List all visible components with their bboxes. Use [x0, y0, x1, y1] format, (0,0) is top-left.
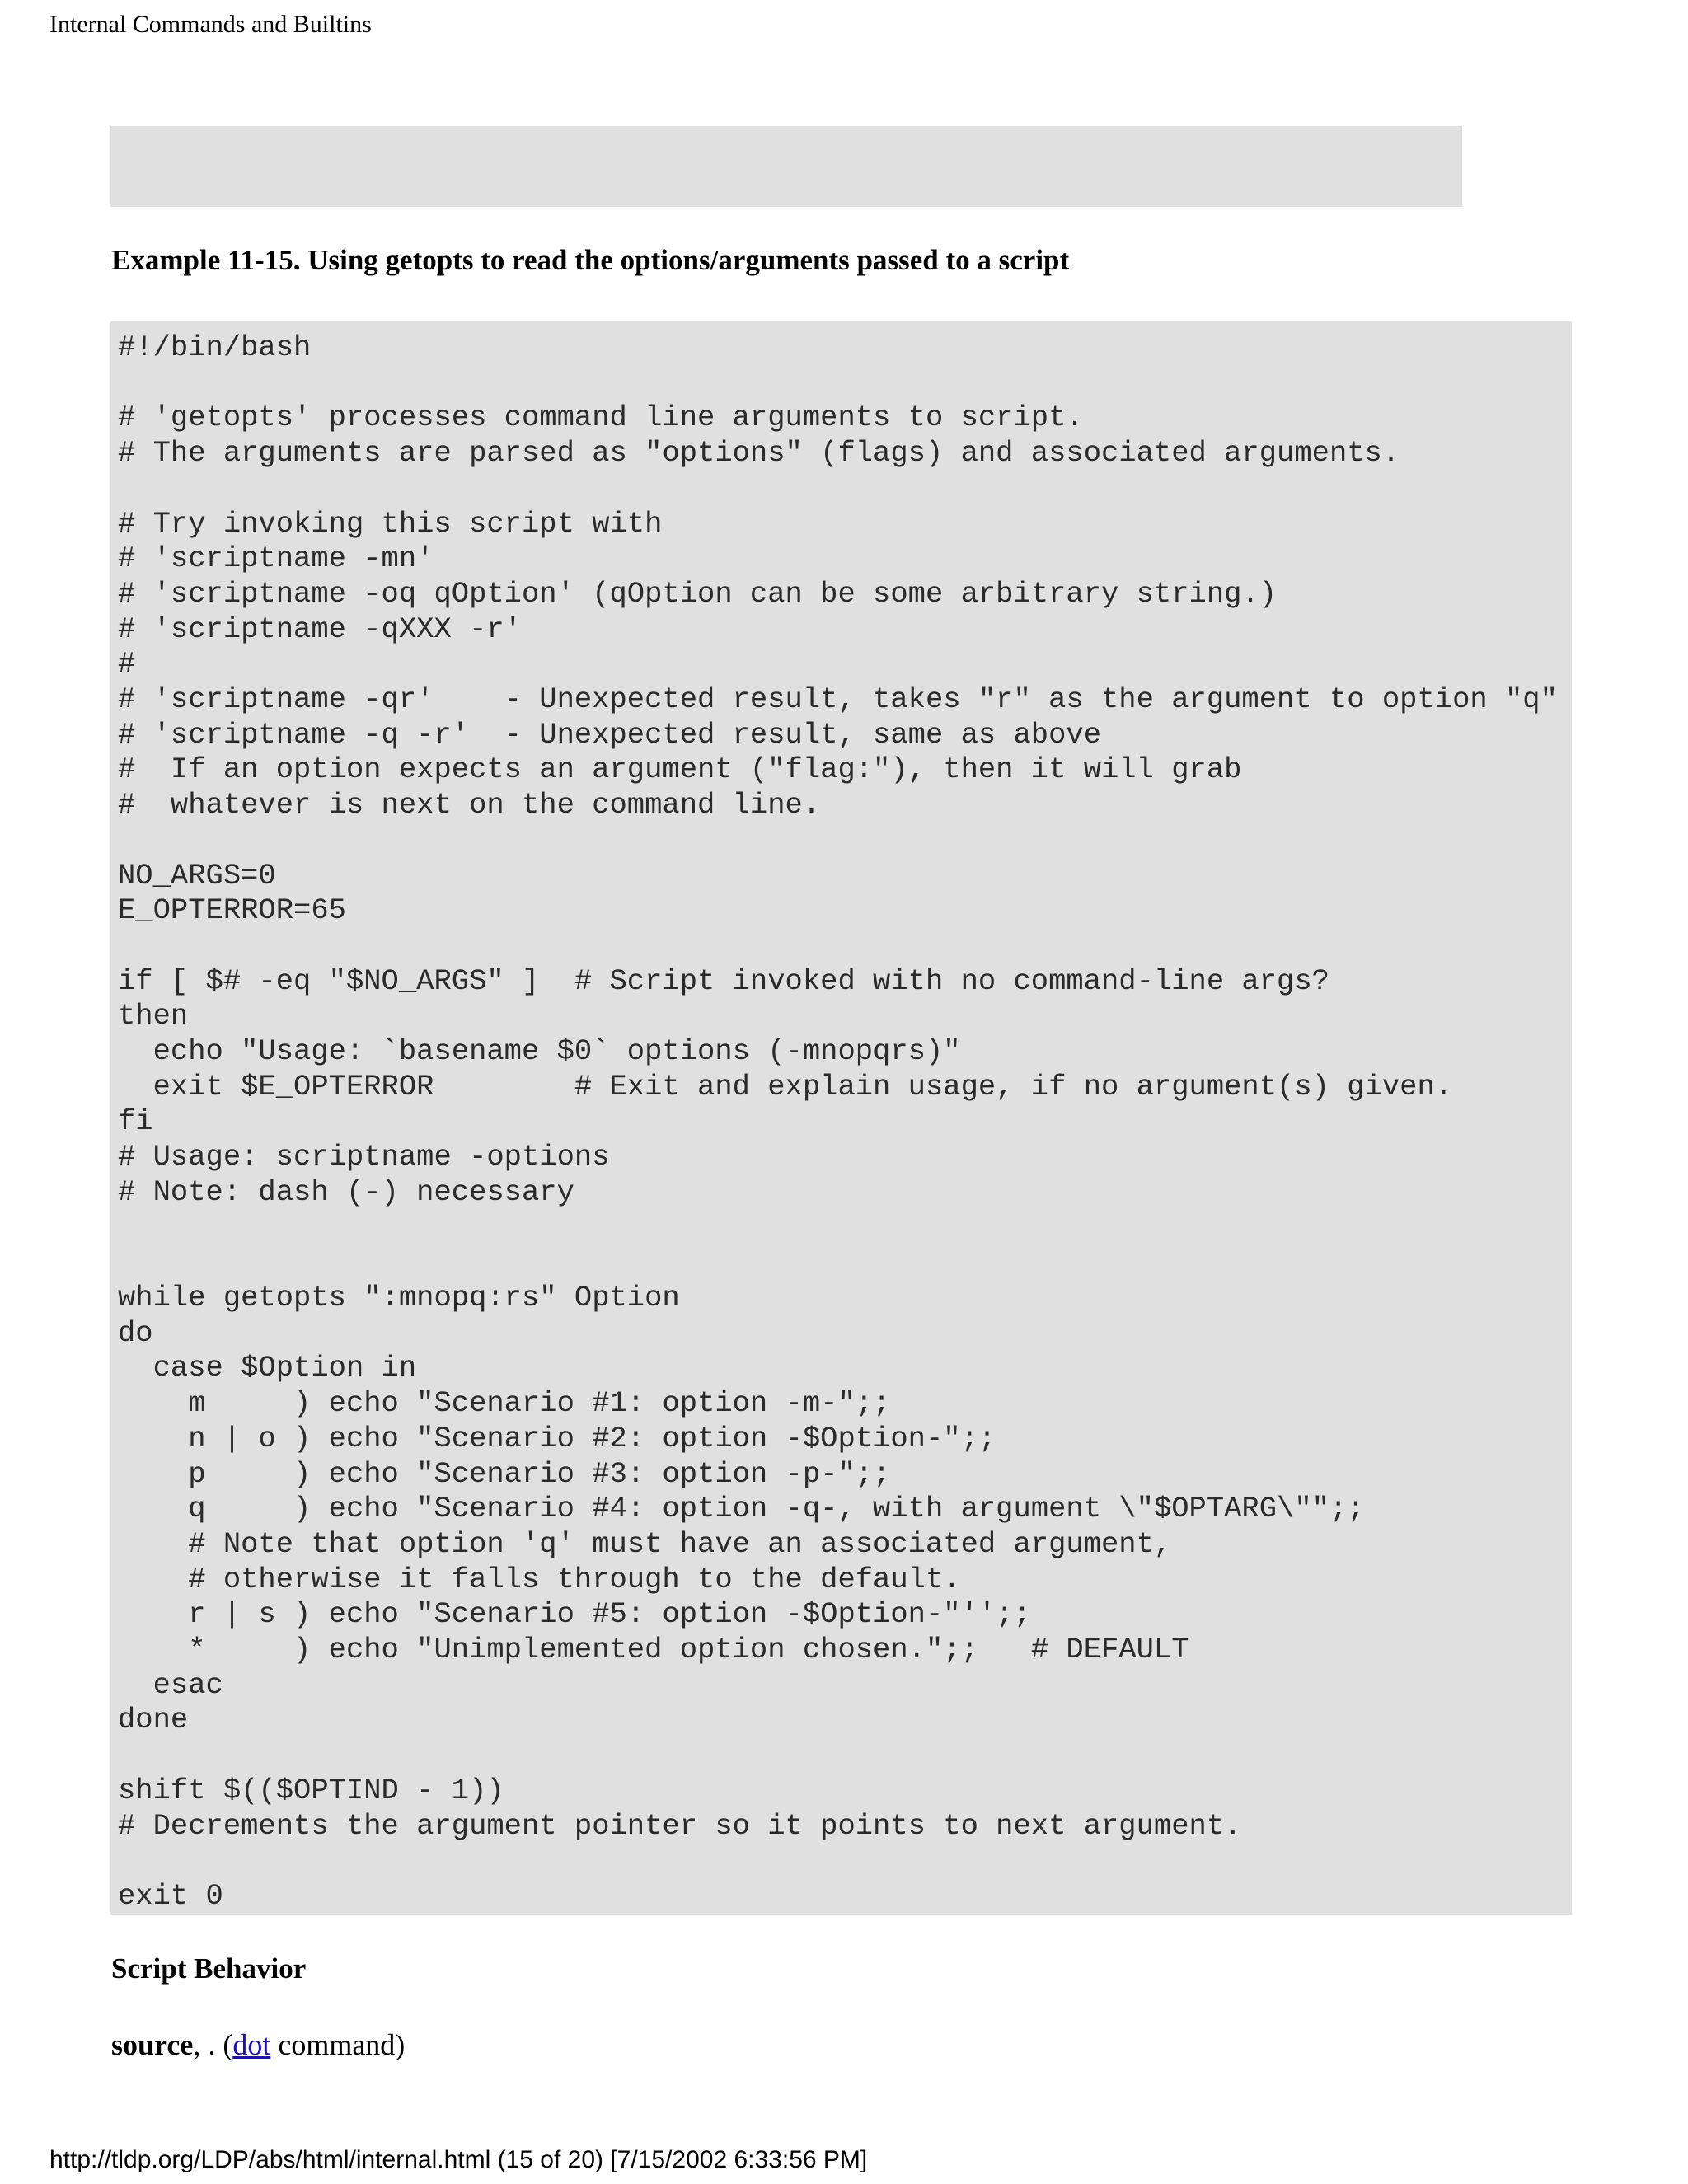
empty-code-block — [110, 126, 1462, 207]
source-suffix: command) — [270, 2028, 406, 2061]
example-title: Example 11-15. Using getopts to read the options/arguments passed to a script — [111, 244, 1070, 276]
page-footer-url: http://tldp.org/LDP/abs/html/internal.html (15 of 20) [7/15/2002 6:33:56 PM] — [49, 2146, 868, 2173]
source-term: source — [111, 2028, 194, 2061]
section-heading: Script Behavior — [111, 1952, 307, 1985]
page-header: Internal Commands and Builtins — [49, 11, 372, 38]
source-command-entry — [111, 2027, 405, 2063]
code-text: #!/bin/bash # 'getopts' processes command line arguments to script. # The arguments are parsed as "options" (flags) and associated arguments. # Try invoking this script with # 'scriptname -mn' # 'scriptname -oq qOption' (qOption can be some arbitrary string.) # 'scriptname -qXXX -r' # # 'scriptname -qr' - Unexpected result, takes "r" as the argument to option "q" # 'scriptname -q -r' - Unexpected result, same as above # If an option expects an argument ("flag:"), then it will grab # whatever is next on the command line. NO_ARGS=0 E_OPTERROR=65 if [ $# -eq "$NO_ARGS" ] # Script invoked with no command-line args? then echo "Usage: `basename $0` options (-mnopqrs)" exit $E_OPTERROR # Exit and explain usage, if no argument(s) given. fi # Usage: scriptname -options # Note: dash (-) necessary while getopts ":mnopq:rs" Option do case $Option in m ) echo "Scenario #1: option -m-";; n | o ) echo "Scenario #2: option -$Option-";; p ) echo "Scenario #3: option -p-";; q ) echo "Scenario #4: option -q-, with argument \"$OPTARG\"";; # Note that option 'q' must have an associated argument, # otherwise it falls through to the default. r | s ) echo "Scenario #5: option -$Option-"'';; * ) echo "Unimplemented option chosen.";; # DEFAULT esac done shift $(($OPTIND - 1)) # Decrements the argument pointer so it points to next argument. exit 0 — [118, 330, 1558, 1913]
dot-command-link[interactable]: dot — [232, 2028, 271, 2061]
code-listing — [110, 321, 1572, 1915]
source-separator: , . ( — [193, 2028, 233, 2061]
